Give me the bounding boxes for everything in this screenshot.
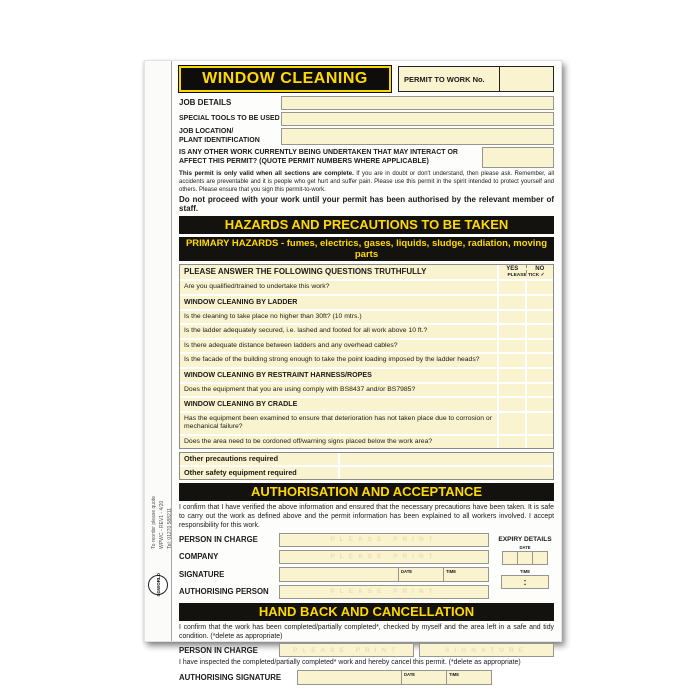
special-tools-label: SPECIAL TOOLS TO BE USED <box>179 114 280 122</box>
sgworld-logo: SGWORLD <box>148 575 168 595</box>
expiry-details: EXPIRY DETAILS DATE TIME : <box>496 533 554 602</box>
authorisation-body <box>179 533 554 602</box>
no-tick-cell[interactable] <box>527 325 553 337</box>
job-details-input[interactable] <box>281 96 554 110</box>
signature-time-input[interactable]: TIME <box>443 568 488 581</box>
handback-person-signature-input[interactable]: SIGNATURE <box>419 643 554 657</box>
signature-input[interactable] <box>280 568 398 581</box>
other-work-label: IS ANY OTHER WORK CURRENTLY BEING UNDERTAKEN THAT MAY INTERACT OR AFFECT THIS PERMIT? (QUOTE PERMIT NUMBERS WHERE APPLICABLE) <box>179 149 458 165</box>
handback-section-bar: HAND BACK AND CANCELLATION <box>179 603 554 621</box>
no-tick-cell[interactable] <box>527 354 553 366</box>
hazards-section-bar: HAZARDS AND PRECAUTIONS TO BE TAKEN <box>179 216 554 234</box>
permit-number-label: PERMIT TO WORK No. <box>403 74 485 84</box>
authorisation-statement: I confirm that I have verified the above information and ensured that the necessary precautions have been taken. It is safe to carry out the work as defined above and the permit information has been explained to all workers involved. I accept responsibility for this work. <box>179 504 554 529</box>
other-precautions-input[interactable] <box>340 453 553 465</box>
reorder-line1: To reorder please quote <box>151 496 157 549</box>
expiry-date-day-input[interactable] <box>502 551 518 565</box>
signature-row: SIGNATURE DATE TIME <box>179 567 489 582</box>
permit-form-page <box>144 60 562 683</box>
authorisation-section-bar: AUTHORISATION AND ACCEPTANCE <box>179 483 554 501</box>
job-details-label: JOB DETAILS <box>179 98 232 108</box>
question-row-ladder-secured: Is the ladder adequately secured, i.e. lashed and footed for all work above 10 ft.? <box>180 325 553 337</box>
authorising-person-input[interactable]: PLEASE PRINT <box>279 585 489 599</box>
hazards-question-table <box>179 264 554 449</box>
company-input[interactable]: PLEASE PRINT <box>279 550 489 564</box>
person-in-charge-row: PERSON IN CHARGE PLEASE PRINT <box>179 533 489 547</box>
yes-tick-cell[interactable] <box>499 369 525 382</box>
no-tick-cell[interactable] <box>527 398 553 411</box>
form-header <box>179 66 554 92</box>
person-in-charge-input[interactable]: PLEASE PRINT <box>279 533 489 547</box>
signature-date-input[interactable]: DATE <box>398 568 443 581</box>
no-column-header: NO <box>526 265 554 273</box>
no-tick-cell[interactable] <box>527 281 553 293</box>
handback-person-print-input[interactable]: PLEASE PRINT <box>279 643 414 657</box>
time-colon: : <box>523 576 527 587</box>
other-precautions-table <box>179 452 554 480</box>
validity-notice <box>179 170 554 194</box>
reorder-line3: Tel: 01270 588211 <box>167 508 173 549</box>
yes-column-header: YES <box>506 266 519 273</box>
primary-hazards-bar: PRIMARY HAZARDS - fumes, electrics, gases, liquids, sludge, radiation, moving parts <box>179 237 554 261</box>
yes-tick-cell[interactable] <box>499 311 525 323</box>
question-row-deterioration: Has the equipment been examined to ensure that deterioration has not taken place due to corrosion or mechanical failure? <box>180 413 553 434</box>
other-precautions-row: Other precautions required <box>180 453 553 465</box>
validity-notice-bold: This permit is only valid when all sections are complete. <box>179 170 354 177</box>
job-location-row <box>179 128 554 145</box>
question-row-overhead-cables: Is there adequate distance between ladders and any overhead cables? <box>180 340 553 352</box>
question-row-height: Is the cleaning to take place no higher than 30ft? (10 mtrs.) <box>180 311 553 323</box>
company-row: COMPANY PLEASE PRINT <box>179 550 489 564</box>
expiry-time-label: TIME <box>519 568 530 574</box>
please-tick-note: PLEASE TICK ✓ <box>507 273 545 279</box>
authorising-time-input[interactable]: TIME <box>446 671 491 684</box>
yes-tick-cell[interactable] <box>499 340 525 352</box>
question-table-header <box>180 265 553 279</box>
permit-number-box <box>398 66 554 92</box>
expiry-date-year-input[interactable] <box>532 551 548 565</box>
special-tools-row <box>179 112 554 126</box>
validity-notice-rest: If you are in doubt or don't understand, then please ask. Remember, all accidents are preventable and it is people who get hurt and suffer pain. Please use this permit in the spirit intended to protect yourself and others. Please ensure that you sign this permit-to-work. <box>179 171 554 193</box>
other-work-input[interactable] <box>482 147 554 168</box>
section-row-cradle: WINDOW CLEANING BY CRADLE <box>180 398 553 411</box>
section-row-ladder: WINDOW CLEANING BY LADDER <box>180 296 553 309</box>
reorder-note <box>150 496 174 549</box>
yes-tick-cell[interactable] <box>499 436 525 448</box>
yes-tick-cell[interactable] <box>499 325 525 337</box>
handback-inspect-statement: I have inspected the completed/partially completed* work and hereby cancel this permit. (*delete as appropriate) <box>179 659 521 667</box>
question-row-bs-standards: Does the equipment that you are using comply with BS8437 and/or BS7985? <box>180 384 553 396</box>
permit-number-input[interactable] <box>499 67 553 91</box>
authorising-date-input[interactable]: DATE <box>401 671 446 684</box>
expiry-time-input[interactable] <box>501 575 549 589</box>
expiry-date-label: DATE <box>519 544 531 550</box>
no-tick-cell[interactable] <box>527 436 553 448</box>
no-tick-cell[interactable] <box>527 384 553 396</box>
other-safety-equipment-input[interactable] <box>340 467 553 479</box>
job-details-row <box>179 96 554 110</box>
special-tools-input[interactable] <box>281 112 554 126</box>
reorder-line2: WPWC - REV1 - 4/20 <box>159 500 165 549</box>
expiry-date-month-input[interactable] <box>517 551 533 565</box>
authorising-signature-input[interactable] <box>298 671 401 684</box>
no-tick-cell[interactable] <box>527 369 553 382</box>
no-tick-cell[interactable] <box>527 413 553 434</box>
question-row-facade: Is the facade of the building strong enough to take the point loading imposed by the ladder heads? <box>180 354 553 366</box>
yes-tick-cell[interactable] <box>499 384 525 396</box>
side-strip <box>145 61 172 641</box>
yes-tick-cell[interactable] <box>499 296 525 309</box>
job-location-label: JOB LOCATION/ PLANT IDENTIFICATION <box>179 128 260 144</box>
yes-tick-cell[interactable] <box>499 354 525 366</box>
do-not-proceed-warning: Do not proceed with your work until your permit has been authorised by the relevant member of staff. <box>179 195 554 214</box>
yes-no-header <box>499 265 553 279</box>
form-title-text: WINDOW CLEANING <box>202 70 368 87</box>
question-table-header-text: PLEASE ANSWER THE FOLLOWING QUESTIONS TRUTHFULLY <box>180 265 497 279</box>
section-row-harness: WINDOW CLEANING BY RESTRAINT HARNESS/ROPES <box>180 369 553 382</box>
yes-tick-cell[interactable] <box>499 413 525 434</box>
other-work-row <box>179 147 554 168</box>
authorising-signature-row: AUTHORISING SIGNATURE DATE TIME <box>179 670 492 685</box>
authorising-person-row: AUTHORISING PERSON PLEASE PRINT <box>179 585 489 599</box>
no-tick-cell[interactable] <box>527 296 553 309</box>
no-tick-cell[interactable] <box>527 340 553 352</box>
form-content <box>172 61 561 683</box>
handback-person-row: PERSON IN CHARGE PLEASE PRINT SIGNATURE <box>179 643 554 657</box>
yes-tick-cell[interactable] <box>499 281 525 293</box>
other-safety-equipment-row: Other safety equipment required <box>180 467 553 479</box>
form-title <box>179 66 391 92</box>
job-location-input[interactable] <box>281 128 554 145</box>
expiry-date-boxes <box>496 551 554 565</box>
yes-tick-cell[interactable] <box>499 398 525 411</box>
handback-statement: I confirm that the work has been completed/partially completed*, checked by myself and the area left in a safe and tidy condition. (*delete as appropriate) <box>179 623 554 640</box>
no-tick-cell[interactable] <box>527 311 553 323</box>
question-row-cordoned-off: Does the area need to be cordoned off/warning signs placed below the work area? <box>180 436 553 448</box>
question-row-qualified: Are you qualified/trained to undertake this work? <box>180 281 553 293</box>
